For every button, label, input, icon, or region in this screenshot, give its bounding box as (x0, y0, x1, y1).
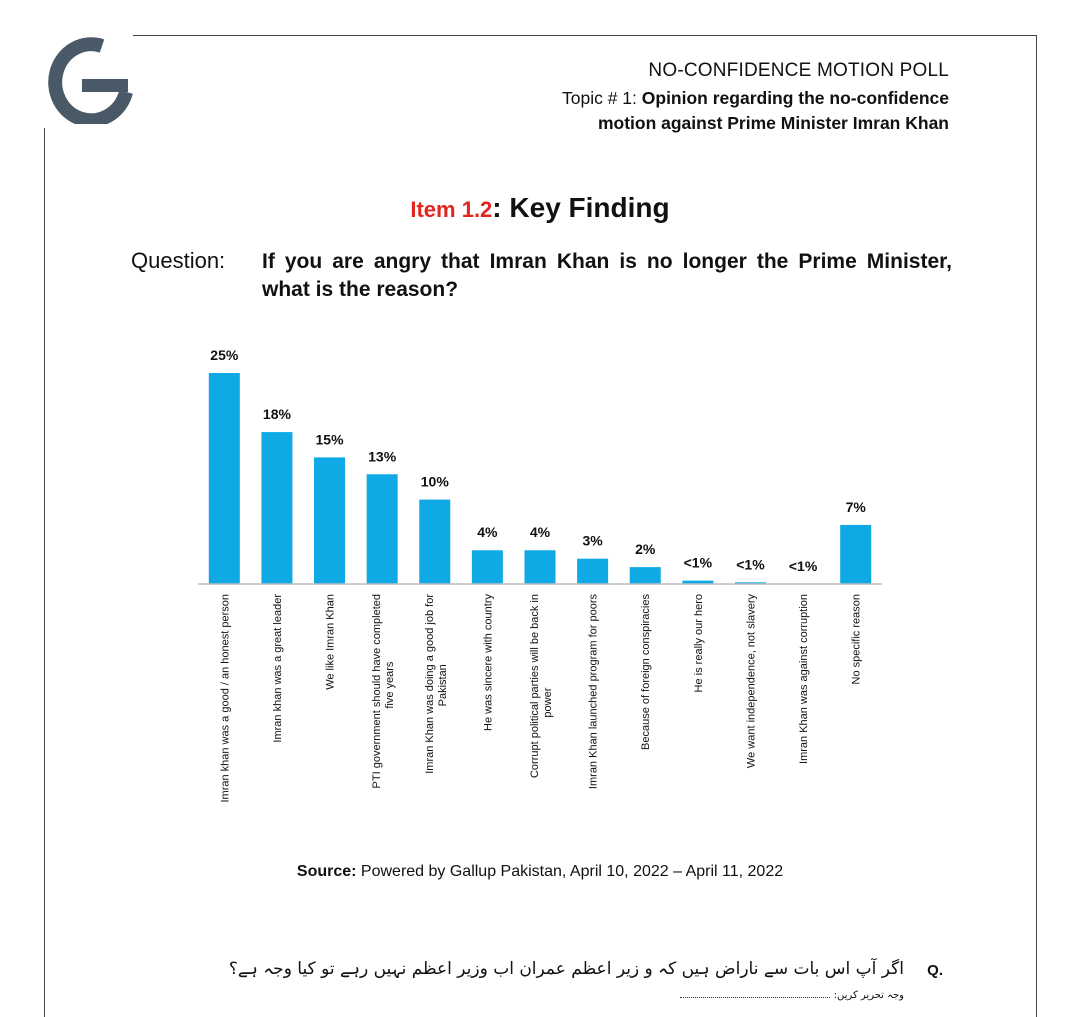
topic-prefix: Topic # 1: (561, 88, 642, 108)
bar-8 (577, 559, 608, 584)
category-label-10: He is really our hero (692, 594, 705, 693)
category-label-9: Because of foreign conspiracies (640, 594, 653, 750)
data-label-6: 4% (477, 524, 498, 541)
question-text: If you are angry that Imran Khan is no longer the Prime Minister, what is the reason? (262, 250, 952, 301)
answer-line (680, 997, 830, 998)
category-label-11: We want independence, not slavery (745, 594, 758, 769)
poll-title: NO-CONFIDENCE MOTION POLL (648, 60, 949, 81)
topic-line-2: motion against Prime Minister Imran Khan (597, 113, 949, 133)
source-text: Powered by Gallup Pakistan, April 10, 2022 – April 11, 2022 (356, 863, 784, 880)
urdu-question: اگر آپ اس بات سے ناراض ہیں کہ و زیر اعظم عمران اب وزیر اعظم نہیں رہے تو کیا وجہ ہے؟ (228, 959, 904, 979)
bar-6 (472, 550, 503, 584)
data-label-12: <1% (788, 558, 818, 574)
topic-line-1: Opinion regarding the no-confidence (641, 88, 949, 108)
bar-1 (209, 373, 240, 584)
category-label-13: No specific reason (850, 594, 863, 685)
category-label-3: We like Imran Khan (324, 594, 337, 690)
data-label-5: 10% (420, 473, 449, 490)
source-label: Source: (296, 863, 357, 880)
question-label: Question: (131, 248, 226, 273)
bar-5 (419, 500, 450, 584)
category-label-6: He was sincere with country (482, 594, 495, 731)
category-label-8: Imran Khan launched program for poors (587, 594, 600, 790)
data-label-2: 18% (262, 406, 291, 423)
bar-2 (261, 432, 292, 584)
bar-7 (525, 550, 556, 584)
bar-4 (367, 474, 398, 584)
bar-3 (314, 457, 345, 584)
category-label-1: Imran khan was a good / an honest person (219, 594, 232, 803)
urdu-write-reason-label: وجہ تحریر کریں: (833, 990, 904, 1001)
data-label-7: 4% (529, 524, 551, 541)
data-label-9: 2% (635, 541, 656, 558)
bar-9 (630, 567, 661, 584)
item-title: : Key Finding (492, 192, 670, 223)
data-label-13: 7% (845, 498, 866, 515)
data-label-4: 13% (368, 448, 397, 465)
data-label-11: <1% (736, 556, 765, 573)
category-label-5: Imran Khan was doing a good job forPakistan (423, 594, 449, 774)
data-label-10: <1% (683, 554, 713, 571)
data-label-3: 15% (315, 431, 344, 448)
category-label-4: PTI government should have completedfive years (371, 594, 397, 789)
bar-13 (840, 525, 871, 584)
item-number: Item 1.2 (410, 197, 493, 222)
source-note (0, 863, 1080, 881)
category-label-12: Imran Khan was against corruption (798, 594, 811, 764)
category-label-2: Imran khan was a great leader (271, 594, 284, 743)
urdu-q-marker: Q. (927, 962, 943, 979)
category-label-7: Corrupt political parties will be back inpower (529, 594, 554, 779)
data-label-8: 3% (582, 532, 603, 549)
urdu-write-reason (680, 990, 904, 1001)
data-label-1: 25% (210, 347, 239, 363)
